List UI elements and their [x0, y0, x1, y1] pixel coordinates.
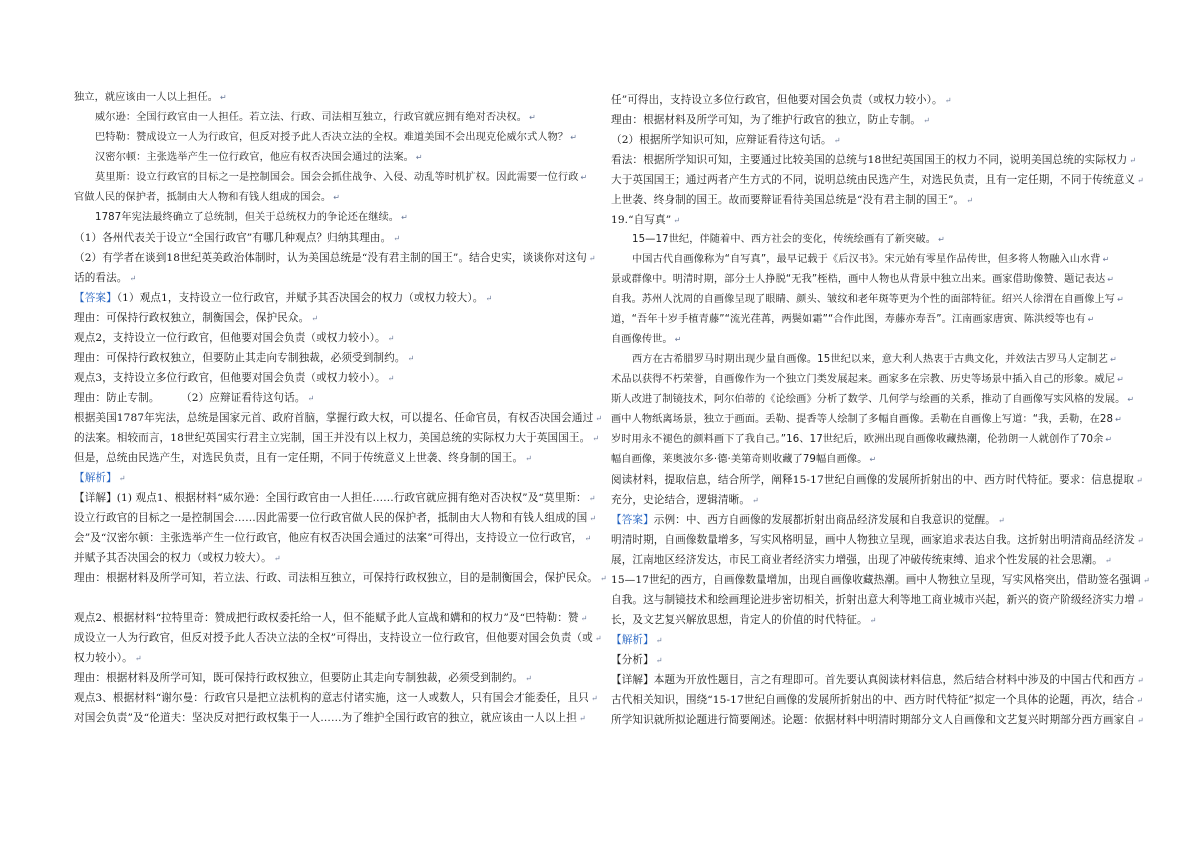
paragraph-mark-icon: ↵: [1142, 576, 1150, 585]
line-text: 的法案。相较而言，18世纪英国实行君主立宪制，国王并没有以上权力，美国总统的实际权力大于英国国王。: [74, 432, 591, 444]
text-line: [611, 170, 1144, 190]
paragraph-mark-icon: ↵: [580, 614, 588, 623]
paragraph-mark-icon: ↵: [407, 354, 415, 363]
text-line: [611, 670, 1144, 690]
line-text: 上世袭、终身制的国王。故而要辩证看待美国总统是“没有君主制的国王”。: [611, 194, 965, 206]
text-line: [74, 688, 598, 708]
text-line: [611, 550, 1135, 570]
line-text: 观点3，支持设立多位行政官，但他要对国会负责（或权力较小）。: [74, 372, 386, 384]
text-line: [611, 90, 1135, 110]
paragraph-mark-icon: ↵: [525, 674, 532, 683]
paragraph-mark-icon: ↵: [1104, 556, 1112, 565]
text-line: [611, 210, 1135, 230]
paragraph-mark-icon: ↵: [595, 414, 603, 423]
line-text: 幅自画像，莱奥波尔多·德·美第奇则收藏了79幅自画像。: [611, 454, 868, 465]
text-line: [611, 630, 1135, 650]
text-line: [74, 428, 598, 448]
line-text: 15—17世纪的西方，自画像数量增加，出现自画像收藏热潮。画中人物独立呈现，写实风格突出，借助签名强调: [611, 574, 1141, 586]
text-line: [74, 528, 598, 548]
text-line: [74, 708, 598, 728]
paragraph-mark-icon: ↵: [570, 133, 578, 142]
line-text: 明清时期，自画像数量增多，写实风格明显，画中人物独立呈现，画家追求表达自我。这折射出明清商品经济发: [611, 534, 1135, 546]
line-text: 巴特勒：赞成设立一人为行政官，但反对授予此人否决立法的全权。难道美国不会出现克伦威尔式人物？: [95, 132, 569, 143]
text-line: [611, 570, 1150, 590]
text-line: [611, 290, 1135, 310]
text-line: [74, 88, 598, 108]
line-text: （2）根据所学知识可知，应辩证看待这句话。: [611, 134, 832, 146]
blank-line: [74, 588, 598, 608]
line-text: 【详解】(1) 观点1、根据材料“威尔逊：全国行政官由一人担任……行政官就应拥有绝对否决权”及“莫里斯：: [74, 492, 587, 504]
text-line: [74, 628, 602, 648]
paragraph-mark-icon: ↵: [1102, 255, 1110, 264]
text-line: [611, 350, 1135, 370]
paragraph-mark-icon: ↵: [118, 474, 126, 483]
text-line: [74, 408, 603, 428]
line-text: 长，及文艺复兴解放思想，肯定人的价值的时代特征。: [611, 614, 868, 626]
paragraph-mark-icon: ↵: [525, 454, 532, 463]
paragraph-mark-icon: ↵: [220, 93, 227, 102]
paragraph-mark-icon: ↵: [307, 394, 315, 403]
text-line: [611, 530, 1144, 550]
line-text: 景或群像中。明清时期，部分士人挣脱“无我”桎梏，画中人物也从背景中独立出来。画家借助像赞、题记表达: [611, 274, 1106, 285]
paragraph-mark-icon: ↵: [485, 294, 493, 303]
paragraph-mark-icon: ↵: [869, 616, 877, 625]
text-line: [611, 610, 1135, 630]
line-text: 术品以获得不朽荣誉，自画像作为一个独立门类发展起来。画家多在宗教、历史等场景中插入自己的形象。威尼: [611, 374, 1116, 385]
line-text: 理由：可保持行政权独立，制衡国会，保护民众。: [74, 312, 310, 324]
paragraph-mark-icon: ↵: [600, 574, 607, 583]
section-tag: 【解析】: [74, 472, 117, 484]
paragraph-mark-icon: ↵: [592, 434, 600, 443]
paragraph-mark-icon: ↵: [1135, 476, 1143, 485]
paragraph-mark-icon: ↵: [529, 113, 536, 122]
paragraph-mark-icon: ↵: [674, 335, 682, 344]
line-text: （2）有学者在谈到18世纪英美政治体制时，认为美国总统是“没有君主制的国王”。结合史实，谈谈你对这句: [74, 252, 587, 264]
line-text: 示例：中、西方自画像的发展都折射出商品经济发展和自我意识的觉醒。: [653, 514, 996, 526]
text-line: [74, 608, 598, 628]
line-text: （1）观点1，支持设立一位行政官，并赋予其否决国会的权力（或权力较大）。: [116, 292, 484, 304]
section-tag: 【答案】: [611, 514, 654, 526]
line-text: 观点2，支持设立一位行政官，但他要对国会负责（或权力较小）。: [74, 332, 386, 344]
line-text: 汉密尔顿：主张选举产生一位行政官，他应有权否决国会通过的法案。: [95, 152, 414, 163]
line-text: 岁时用永不褪色的颜料画下了我自己。”16、17世纪后，欧洲出现自画像收藏热潮，伦勃朗一人就创作了70余: [611, 434, 1104, 445]
text-line: [611, 710, 1144, 730]
paragraph-mark-icon: ↵: [1129, 156, 1137, 165]
line-text: 但是，总统由民选产生，对选民负责，且有一定任期，不同于传统意义上世袭、终身制的国王。: [74, 452, 524, 464]
line-text: 阅读材料，提取信息，结合所学，阐释15-17世纪自画像的发展所折射出的中、西方时代特征。要求：信息提取: [611, 474, 1134, 486]
paragraph-mark-icon: ↵: [134, 654, 142, 663]
paragraph-mark-icon: ↵: [944, 96, 952, 105]
paragraph-mark-icon: ↵: [1137, 676, 1144, 685]
text-line: [74, 548, 598, 568]
paragraph-mark-icon: ↵: [938, 235, 945, 244]
line-text: 权力较小）。: [74, 652, 133, 664]
line-text: 观点3、根据材料“谢尔曼：行政官只是把立法机构的意志付诸实施，这一人或数人，只有国会才能委任，且只: [74, 692, 589, 704]
text-line: [611, 370, 1135, 390]
line-text: 看法：根据所学知识可知，主要通过比较美国的总统与18世纪英国国王的权力不同，说明美国总统的实际权力: [611, 154, 1128, 166]
paragraph-mark-icon: ↵: [1117, 375, 1124, 384]
text-line: [611, 430, 1135, 450]
paragraph-mark-icon: ↵: [578, 714, 586, 723]
text-line: [611, 330, 1135, 350]
paragraph-mark-icon: ↵: [997, 516, 1005, 525]
line-text: 充分，史论结合，逻辑清晰。: [611, 494, 751, 506]
line-text: 中国古代自画像称为“自写真”，最早记载于《后汉书》。宋元始有零星作品传世，但多将人物融入山水背: [632, 254, 1101, 265]
paragraph-mark-icon: ↵: [415, 153, 423, 162]
paragraph-mark-icon: ↵: [752, 496, 759, 505]
text-line: [74, 368, 598, 388]
line-text: 西方在古希腊罗马时期出现少量自画像。15世纪以来，意大利人热衷于古典文化，并效法古罗马人定制艺: [632, 354, 1109, 365]
line-text: 任”可得出，支持设立多位行政官，但他要对国会负责（或权力较小）。: [611, 94, 943, 106]
text-line: [74, 648, 598, 668]
section-tag: 【答案】: [74, 292, 117, 304]
paragraph-mark-icon: ↵: [833, 136, 841, 145]
line-text: 理由：防止专制。 （2）应辩证看待这句话。: [74, 392, 306, 404]
text-line: [611, 130, 1135, 150]
paragraph-mark-icon: ↵: [1105, 435, 1113, 444]
text-line: [74, 268, 598, 288]
paragraph-mark-icon: ↵: [1127, 395, 1135, 404]
text-line: [74, 468, 598, 488]
line-text: 自我。苏州人沈周的自画像呈现了眼睛、颜头、皱纹和老年斑等更为个性的面部特征。绍兴人徐渭在自画像上写: [611, 294, 1116, 305]
paragraph-mark-icon: ↵: [273, 554, 281, 563]
line-text: 根据美国1787年宪法，总统是国家元首、政府首脑，掌握行政大权，可以提名、任命官员，有权否决国会通过: [74, 412, 594, 424]
paragraph-mark-icon: ↵: [1117, 295, 1124, 304]
paragraph-mark-icon: ↵: [588, 494, 596, 503]
text-line: [74, 128, 598, 148]
line-text: 大于英国国王；通过两者产生方式的不同，说明总统由民选产生，对选民负责，且有一定任期，不同于传统意义: [611, 174, 1135, 186]
paragraph-mark-icon: ↵: [584, 534, 592, 543]
paragraph-mark-icon: ↵: [387, 334, 395, 343]
text-line: [611, 390, 1135, 410]
text-line: [611, 150, 1135, 170]
line-text: 所学知识就所拟论题进行简要阐述。论题：依据材料中明清时期部分文人自画像和文艺复兴时期部分西方画家自: [611, 714, 1135, 726]
text-line: [611, 470, 1143, 490]
paragraph-mark-icon: ↵: [311, 314, 319, 323]
text-line: [74, 388, 598, 408]
text-line: [74, 488, 598, 508]
right-column: [611, 90, 1150, 730]
line-text: 莫里斯：设立行政官的目标之一是控制国会。国会会抓住战争、入侵、动乱等时机扩权。因此需要一位行政: [95, 172, 579, 183]
paragraph-mark-icon: ↵: [588, 254, 596, 263]
paragraph-mark-icon: ↵: [590, 694, 598, 703]
text-line: [611, 450, 1135, 470]
line-text: 15—17世纪，伴随着中、西方社会的变化，传统绘画有了新突破。: [632, 234, 937, 245]
text-line: [74, 308, 598, 328]
text-line: [74, 148, 598, 168]
text-line: [611, 490, 1135, 510]
paragraph-mark-icon: ↵: [333, 193, 340, 202]
text-line: [74, 568, 607, 588]
text-line: [74, 508, 598, 528]
paragraph-mark-icon: ↵: [673, 216, 681, 225]
text-line: [74, 168, 598, 188]
text-line: [611, 270, 1135, 290]
text-line: [74, 208, 598, 228]
paragraph-mark-icon: ↵: [1137, 176, 1144, 185]
text-line: [611, 250, 1135, 270]
line-text: 斯人改进了制镜技术，阿尔伯蒂的《论绘画》分析了数学、几何学与绘画的关系，推动了自画像写实风格的发展。: [611, 394, 1126, 405]
section-tag: 【解析】: [611, 634, 654, 646]
line-text: 自画像传世。: [611, 334, 673, 345]
paragraph-mark-icon: ↵: [1137, 536, 1144, 545]
section-tag: 【分析】: [611, 654, 654, 666]
line-text: 对国会负责”及“伦道夫：坚决反对把行政权集于一人……为了维护全国行政官的独立，就应该由一人以上担: [74, 712, 577, 724]
text-line: [611, 190, 1135, 210]
line-text: 19.“自写真”: [611, 214, 672, 226]
text-line: [611, 590, 1144, 610]
line-text: 展，江南地区经济发达，市民工商业者经济实力增强，出现了冲破传统束缚、追求个性发展的社会思潮。: [611, 554, 1103, 566]
paragraph-mark-icon: ↵: [129, 274, 137, 283]
line-text: 画中人物纸离场景，独立于画面。丢勒、提香等人绘制了多幅自画像。丢勒在自画像上写道：“我，丢勒，在28: [611, 414, 1114, 425]
text-line: [611, 410, 1135, 430]
paragraph-mark-icon: ↵: [869, 455, 877, 464]
paragraph-mark-icon: ↵: [1137, 716, 1144, 725]
line-text: 成设立一人为行政官，但反对授予此人否决立法的全权”可得出，支持设立一位行政官，但他要对国会负责（或: [74, 632, 593, 644]
line-text: 古代相关知识，围绕“15-17世纪自画像的发展所折射出的中、西方时代特征”拟定一个具体的论题，再次，结合: [611, 694, 1135, 706]
text-line: [74, 248, 598, 268]
line-text: 【详解】本题为开放性题目，言之有理即可。首先要认真阅读材料信息，然后结合材料中涉及的中国古代和西方: [611, 674, 1135, 686]
paragraph-mark-icon: ↵: [1115, 415, 1122, 424]
paragraph-mark-icon: ↵: [966, 196, 974, 205]
text-line: [611, 310, 1135, 330]
paragraph-mark-icon: ↵: [1137, 596, 1144, 605]
text-line: [74, 348, 598, 368]
line-text: 官做人民的保护者，抵制由大人物和有钱人组成的国会。: [74, 192, 332, 203]
paragraph-mark-icon: ↵: [1107, 275, 1115, 284]
paragraph-mark-icon: ↵: [923, 116, 930, 125]
text-line: [611, 110, 1135, 130]
line-text: 观点2、根据材料“拉特里奇：赞成把行政权委托给一人，但不能赋予此人宣战和媾和的权力”及“巴特勒：赞: [74, 612, 579, 624]
line-text: 威尔逊：全国行政官由一人担任。若立法、行政、司法相互独立，行政官就应拥有绝对否决权。: [95, 112, 528, 123]
text-line: [74, 288, 598, 308]
text-line: [74, 228, 598, 248]
text-line: [611, 650, 1135, 670]
left-column: [74, 88, 607, 728]
line-text: 1787年宪法最终确立了总统制，但关于总统权力的争论还在继续。: [95, 212, 400, 223]
text-line: [611, 510, 1135, 530]
paragraph-mark-icon: ↵: [594, 634, 602, 643]
paragraph-mark-icon: ↵: [655, 636, 663, 645]
text-line: [74, 668, 598, 688]
line-text: 理由：根据材料及所学可知，为了维护行政官的独立，防止专制。: [611, 114, 922, 126]
line-text: 理由：根据材料及所学可知，若立法、行政、司法相互独立，可保持行政权独立，目的是制衡国会，保护民众。: [74, 572, 598, 584]
text-line: [611, 230, 1135, 250]
text-line: [74, 448, 598, 468]
text-line: [611, 690, 1144, 710]
line-text: 理由：可保持行政权独立，但要防止其走向专制独裁，必须受到制约。: [74, 352, 406, 364]
line-text: 会”及“汉密尔顿：主张选举产生一位行政官，他应有权否决国会通过的法案”可得出，支持设立一位行政官，: [74, 532, 583, 544]
line-text: 道，“吾年十岁手植青藤”“流光荏苒，两鬓如霜”“合作此图，寿藤亦寿吾”。江南画家唐寅、陈洪绶等也有: [611, 314, 1086, 325]
paragraph-mark-icon: ↵: [387, 374, 395, 383]
paragraph-mark-icon: ↵: [1136, 696, 1144, 705]
line-text: 自我。这与制镜技术和绘画理论进步密切相关，折射出意大利等地工商业城市兴起，新兴的资产阶级经济实力增: [611, 594, 1135, 606]
line-text: 理由：根据材料及所学可知，既可保持行政权独立，但要防止其走向专制独裁，必须受到制约。: [74, 672, 524, 684]
line-text: 设立行政官的目标之一是控制国会……因此需要一位行政官做人民的保护者，抵制由大人物和有钱人组成的国: [74, 512, 588, 524]
line-text: 话的看法。: [74, 272, 128, 284]
line-text: （1）各州代表关于设立“全国行政官”有哪几种观点？归纳其理由。: [74, 232, 392, 244]
text-line: [74, 188, 598, 208]
paragraph-mark-icon: ↵: [401, 213, 408, 222]
paragraph-mark-icon: ↵: [589, 514, 597, 523]
paragraph-mark-icon: ↵: [655, 656, 663, 665]
text-line: [74, 328, 598, 348]
paragraph-mark-icon: ↵: [393, 234, 401, 243]
paragraph-mark-icon: ↵: [580, 173, 588, 182]
line-text: 独立，就应该由一人以上担任。: [74, 92, 219, 103]
text-line: [74, 108, 598, 128]
paragraph-mark-icon: ↵: [1087, 315, 1095, 324]
line-text: 并赋予其否决国会的权力（或权力较大）。: [74, 552, 272, 564]
paragraph-mark-icon: ↵: [1110, 355, 1117, 364]
